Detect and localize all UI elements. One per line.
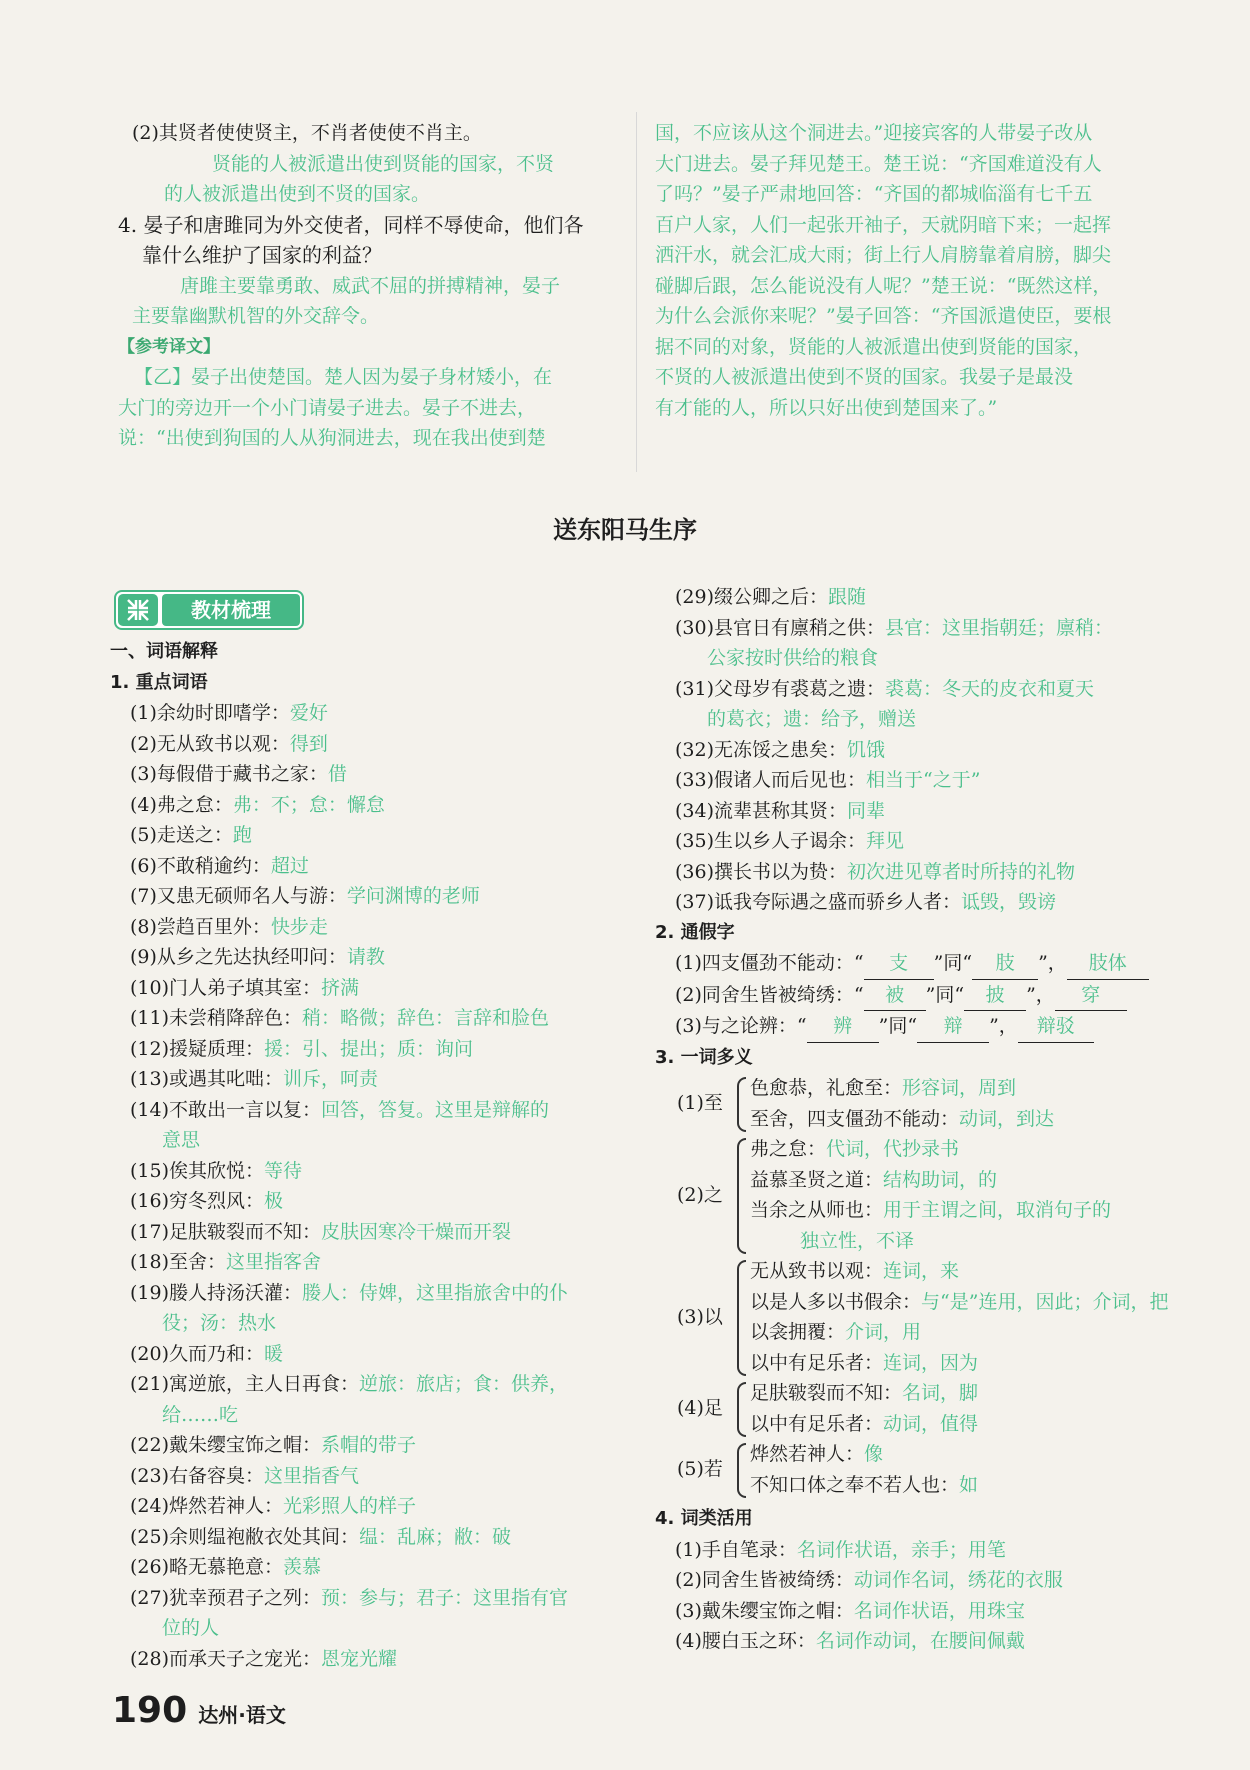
translation-line: 国，不应该从这个洞进去。”迎接宾客的人带晏子改从 <box>655 122 1093 144</box>
q4-question: 4. 晏子和唐雎同为外交使者，同样不辱使命，他们各 <box>118 212 584 237</box>
vocab-answer: 学问渊博的老师 <box>346 885 480 907</box>
vocab-answer: 极 <box>264 1190 284 1212</box>
sub-heading: 2. 通假字 <box>655 921 735 943</box>
polysemy-label: (5)若 <box>677 1458 723 1481</box>
vocab-item <box>655 826 1175 857</box>
vocab-answer-cont: 给……吃 <box>162 1403 239 1426</box>
vocab-item <box>110 851 640 882</box>
vocab-term: (36)撰长书以为贽： <box>675 860 848 883</box>
vocab-item <box>110 1339 640 1370</box>
footer <box>112 1690 286 1731</box>
polysemy-example: 无从致书以观： <box>750 1260 884 1282</box>
vocab-item <box>655 765 1175 796</box>
vocab-answer: 得到 <box>289 732 328 755</box>
q4-answer-line: 唐雎主要靠勇敢、威武不屈的拼搏精神，晏子 <box>180 274 561 297</box>
vocab-term: (34)流辈甚称其贤： <box>675 799 848 822</box>
polysemy-row <box>750 1195 1175 1226</box>
translation-line: 为什么会派你来呢？”晏子回答：“齐国派遣使臣，要根 <box>655 305 1112 327</box>
translation-line: 洒汗水，就会汇成大雨；街上行人肩膀靠着肩膀，脚尖 <box>655 244 1112 266</box>
tongjia-item: (1)四支僵劲不能动：“ 支 ”同“ 肢 ”， 肢体 <box>655 948 1175 980</box>
vocab-answer: 饥饿 <box>847 738 886 761</box>
vocab-answer: 光彩照人的样子 <box>283 1495 417 1517</box>
vocab-answer: 训斥，呵责 <box>283 1068 379 1090</box>
polysemy-meaning: 名词，脚 <box>902 1382 979 1404</box>
vocab-item <box>655 887 1175 918</box>
tongjia-list <box>655 948 1175 1043</box>
sub-heading: 3. 一词多义 <box>655 1046 753 1068</box>
cilei-answer: 动词作名词，绣花的衣服 <box>853 1569 1063 1591</box>
polysemy-meaning: 像 <box>864 1443 884 1465</box>
vocab-item <box>110 729 640 760</box>
vocab-term: (14)不敢出一言以复： <box>130 1098 322 1121</box>
vocab-answer: 等待 <box>264 1159 303 1182</box>
polysemy-row <box>750 1134 1175 1165</box>
vocab-item <box>110 1064 640 1095</box>
cilei-answer: 名词作动词，在腰间佩戴 <box>815 1630 1025 1652</box>
polysemy-label: (4)足 <box>677 1397 723 1420</box>
translation-line: 据不同的对象，贤能的人被派遣出使到贤能的国家， <box>655 335 1093 358</box>
vocab-answer: 预：参与；君子：这里指有官 <box>321 1586 569 1609</box>
polysemy-example: 弗之怠： <box>750 1138 827 1160</box>
polysemy-group <box>655 1134 1175 1256</box>
top-left-column <box>118 118 630 454</box>
polysemy-group <box>655 1073 1175 1134</box>
vocab-item <box>110 1369 640 1400</box>
vocab-term: (12)援疑质理： <box>130 1037 265 1060</box>
book-label: 达州·语文 <box>198 1703 286 1727</box>
polysemy-row <box>750 1165 1175 1196</box>
q2-answer-line: 的人被派遣出使到不贤的国家。 <box>164 183 431 205</box>
polysemy-example: 以中有足乐者： <box>750 1351 884 1374</box>
polysemy-row <box>750 1226 1175 1257</box>
polysemy-example: 不知口体之奉不若人也： <box>750 1473 960 1496</box>
vocab-answer-cont: 公家按时供给的粮食 <box>707 647 879 669</box>
polysemy-meaning: 如 <box>959 1473 979 1496</box>
polysemy-meaning: 用于主谓之间，取消句子的 <box>883 1199 1112 1221</box>
vocab-term: (16)穷冬烈风： <box>130 1190 265 1212</box>
vocab-item <box>110 1003 640 1034</box>
polysemy-row <box>750 1439 1175 1470</box>
vocab-answer: 爱好 <box>289 702 328 724</box>
vocab-item <box>655 674 1175 705</box>
vocab-term: (27)犹幸预君子之列： <box>130 1586 322 1609</box>
vocab-item <box>110 759 640 790</box>
vocab-item <box>110 973 640 1004</box>
vocab-item <box>110 1034 640 1065</box>
vocab-item <box>110 1491 640 1522</box>
translation-line: 说：“出使到狗国的人从狗洞进去，现在我出使到楚 <box>118 427 546 449</box>
vocab-answer: 拜见 <box>866 830 905 852</box>
vocab-answer: 裘葛：冬天的皮衣和夏天 <box>885 677 1095 700</box>
vocab-item <box>110 820 640 851</box>
polysemy-example: 以中有足乐者： <box>750 1412 884 1435</box>
polysemy-label: (3)以 <box>677 1305 723 1328</box>
polysemy-row <box>750 1409 1175 1440</box>
polysemy-row <box>750 1256 1175 1287</box>
polysemy-row <box>750 1287 1175 1318</box>
q4-question: 靠什么维护了国家的利益？ <box>142 243 382 267</box>
vocab-answer: 这里指香气 <box>264 1464 360 1487</box>
top-divider <box>636 112 637 472</box>
vocab-item <box>110 1186 640 1217</box>
cilei-item <box>655 1596 1175 1627</box>
vocab-term: (22)戴朱缨宝饰之帽： <box>130 1434 322 1456</box>
polysemy-meaning: 介词，用 <box>845 1321 922 1343</box>
vocab-answer: 借 <box>327 763 347 785</box>
cilei-item <box>655 1626 1175 1657</box>
vocab-answer: 快步走 <box>270 915 328 938</box>
polysemy-meaning: 动词，值得 <box>883 1412 979 1435</box>
polysemy-example: 足肤皲裂而不知： <box>750 1382 903 1404</box>
vocab-item <box>655 582 1175 613</box>
vocab-answer-cont: 役；汤：热水 <box>162 1312 277 1334</box>
right-column <box>655 582 1175 1657</box>
polysemy-meaning: 结构助词，的 <box>883 1168 998 1191</box>
vocab-term: (33)假诸人而后见也： <box>675 769 867 791</box>
vocab-list <box>655 582 1175 918</box>
cilei-answer: 名词作状语，亲手；用笔 <box>796 1538 1006 1561</box>
vocab-item <box>655 796 1175 827</box>
vocab-term: (31)父母岁有裘葛之遗： <box>675 677 886 700</box>
vocab-answer: 同辈 <box>847 799 886 822</box>
vocab-answer: 媵人：侍婢，这里指旅舍中的仆 <box>302 1281 569 1304</box>
tongjia-item: (3)与之论辨：“ 辨 ”同“ 辩 ”， 辩驳 <box>655 1011 1175 1043</box>
vocab-term: (19)媵人持汤沃灌： <box>130 1281 303 1304</box>
vocab-answer: 挤满 <box>321 976 360 999</box>
cilei-item <box>655 1565 1175 1596</box>
vocab-term: (15)俟其欣悦： <box>130 1159 265 1182</box>
left-column <box>110 637 640 1674</box>
vocab-answer: 恩宠光耀 <box>321 1647 398 1670</box>
q2-sentence: (2)其贤者使使贤主，不肖者使使不肖主。 <box>132 122 482 144</box>
brace-icon <box>737 1138 746 1254</box>
vocab-term: (3)每假借于藏书之家： <box>130 763 328 785</box>
vocab-item <box>110 1583 640 1614</box>
vocab-term: (9)从乡之先达执经叩问： <box>130 946 347 968</box>
vocab-term: (7)又患无硕师名人与游： <box>130 885 347 907</box>
vocab-term: (20)久而乃和： <box>130 1342 265 1365</box>
vocab-term: (11)未尝稍降辞色： <box>130 1007 303 1029</box>
banner-label: 教材梳理 <box>162 594 300 626</box>
translation-line: 不贤的人被派遣出使到不贤的国家。我晏子是最没 <box>655 366 1074 388</box>
vocab-answer: 弗：不；怠：懈怠 <box>232 793 385 816</box>
translation-line: 了吗？”晏子严肃地回答：“齐国的都城临淄有七千五 <box>655 183 1093 205</box>
vocab-term: (23)右备容臭： <box>130 1464 265 1487</box>
vocab-answer: 跑 <box>232 824 252 846</box>
vocab-term: (2)无从致书以观： <box>130 732 290 755</box>
vocab-item <box>110 1461 640 1492</box>
vocab-answer-cont: 意思 <box>162 1129 201 1151</box>
vocab-answer: 初次进见尊者时所持的礼物 <box>847 860 1076 883</box>
top-right-column <box>655 118 1175 423</box>
polysemy-example: 以是人多以书假余： <box>750 1290 922 1313</box>
vocab-term: (4)弗之怠： <box>130 793 233 816</box>
sub-heading: 4. 词类活用 <box>655 1508 753 1529</box>
vocab-term: (13)或遇其叱咄： <box>130 1068 284 1090</box>
brace-icon <box>737 1077 746 1132</box>
vocab-answer-cont: 位的人 <box>162 1617 220 1639</box>
vocab-term: (24)烨然若神人： <box>130 1495 284 1517</box>
section-banner <box>114 590 304 630</box>
vocab-answer: 暖 <box>264 1342 284 1365</box>
vocab-item <box>110 698 640 729</box>
section-heading: 一、词语解释 <box>110 641 218 662</box>
cilei-term: (4)腰白玉之环： <box>675 1630 816 1652</box>
vocab-item <box>110 1430 640 1461</box>
vocab-answer: 相当于“之于” <box>866 769 981 791</box>
polysemy-example: 色愈恭，礼愈至： <box>750 1077 903 1099</box>
translation-line: 大门进去。晏子拜见楚王。楚王说：“齐国难道没有人 <box>655 152 1102 175</box>
vocab-term: (30)县官日有廪稍之供： <box>675 616 886 639</box>
translation-line: 百户人家，人们一起张开袖子，天就阴暗下来；一起挥 <box>655 213 1112 236</box>
vocab-item <box>110 881 640 912</box>
polysemy-label: (2)之 <box>677 1183 723 1206</box>
vocab-answer: 逆旅：旅店；食：供养， <box>359 1373 569 1395</box>
vocab-term: (32)无冻馁之患矣： <box>675 738 848 761</box>
translation-line: 【乙】晏子出使楚国。楚人因为晏子身材矮小，在 <box>134 366 553 388</box>
polysemy-example: 益慕圣贤之道： <box>750 1168 884 1191</box>
vocab-item <box>110 1247 640 1278</box>
vocab-term: (6)不敢稍逾约： <box>130 854 271 877</box>
translation-line: 大门的旁边开一个小门请晏子进去。晏子不进去， <box>118 396 537 419</box>
cilei-term: (1)手自笔录： <box>675 1538 797 1561</box>
vocab-item <box>110 1644 640 1675</box>
polysemy-meaning: 形容词，周到 <box>902 1077 1017 1099</box>
vocab-term: (29)缀公卿之后： <box>675 586 829 608</box>
vocab-term: (17)足肤皲裂而不知： <box>130 1220 322 1243</box>
vocab-answer: 皮肤因寒冷干燥而开裂 <box>321 1220 512 1243</box>
vocab-term: (8)尝趋百里外： <box>130 915 271 938</box>
polysemy-meaning: 独立性，不译 <box>800 1229 915 1252</box>
vocab-item <box>110 1217 640 1248</box>
vocab-answer: 跟随 <box>828 586 867 608</box>
reference-label: 【参考译文】 <box>118 336 220 357</box>
polysemy-meaning: 代词，代抄录书 <box>826 1138 960 1160</box>
brace-icon <box>737 1382 746 1437</box>
polysemy-row <box>750 1470 1175 1501</box>
translation-line: 有才能的人，所以只好出使到楚国来了。” <box>655 396 998 419</box>
vocab-answer: 回答，答复。这里是辩解的 <box>321 1098 550 1121</box>
polysemy-group <box>655 1378 1175 1439</box>
vocab-answer: 诋毁，毁谤 <box>961 891 1057 913</box>
vocab-answer: 请教 <box>346 946 385 968</box>
polysemy-row <box>750 1378 1175 1409</box>
vocab-term: (21)寓逆旅，主人日再食： <box>130 1373 360 1395</box>
tongjia-item: (2)同舍生皆被绮绣：“ 被 ”同“ 披 ”， 穿 <box>655 980 1175 1012</box>
polysemy-example: 以衾拥覆： <box>750 1321 846 1343</box>
cilei-list <box>655 1535 1175 1657</box>
cilei-term: (3)戴朱缨宝饰之帽： <box>675 1599 854 1622</box>
cilei-answer: 名词作状语，用珠宝 <box>853 1599 1025 1622</box>
vocab-item <box>110 1156 640 1187</box>
vocab-item <box>110 1095 640 1126</box>
grid-icon <box>118 594 158 626</box>
vocab-answer: 这里指客舍 <box>226 1251 322 1273</box>
vocab-item <box>655 613 1175 644</box>
polysemy-meaning: 连词，因为 <box>883 1351 979 1374</box>
vocab-term: (25)余则缊袍敝衣处其间： <box>130 1525 360 1548</box>
vocab-answer: 系帽的带子 <box>321 1434 417 1456</box>
polysemy-meaning: 与“是”连用，因此；介词，把 <box>921 1290 1169 1313</box>
polysemy-group <box>655 1256 1175 1378</box>
polysemy-example: 至舍，四支僵劲不能动： <box>750 1107 960 1130</box>
polysemy-meaning: 连词，来 <box>883 1260 960 1282</box>
sub-heading: 1. 重点词语 <box>110 671 208 693</box>
vocab-list <box>110 698 640 1674</box>
page-number: 190 <box>112 1690 188 1731</box>
vocab-term: (28)而承天子之宠光： <box>130 1647 322 1670</box>
vocab-term: (5)走送之： <box>130 824 233 846</box>
vocab-term: (26)略无慕艳意： <box>130 1556 284 1578</box>
vocab-answer: 羡慕 <box>283 1556 322 1578</box>
vocab-item <box>110 1278 640 1309</box>
polysemy-list <box>655 1073 1175 1500</box>
vocab-item <box>110 1552 640 1583</box>
vocab-item <box>110 912 640 943</box>
vocab-term: (37)诋我夸际遇之盛而骄乡人者： <box>675 891 962 913</box>
vocab-item <box>110 1522 640 1553</box>
polysemy-row <box>750 1317 1175 1348</box>
vocab-term: (1)余幼时即嗜学： <box>130 702 290 724</box>
polysemy-rows <box>750 1378 1175 1439</box>
polysemy-rows <box>750 1073 1175 1134</box>
q2-answer-line: 贤能的人被派遣出使到贤能的国家，不贤 <box>212 152 555 175</box>
vocab-answer: 缊：乱麻；敝：破 <box>359 1525 512 1548</box>
vocab-term: (10)门人弟子填其室： <box>130 976 322 999</box>
vocab-item <box>655 857 1175 888</box>
polysemy-row <box>750 1073 1175 1104</box>
lesson-title: 送东阳马生序 <box>553 516 697 544</box>
q4-answer-line: 主要靠幽默机智的外交辞令。 <box>132 305 380 327</box>
polysemy-rows <box>750 1256 1175 1378</box>
vocab-item <box>110 790 640 821</box>
polysemy-example: 当余之从师也： <box>750 1199 884 1221</box>
vocab-term: (18)至舍： <box>130 1251 227 1273</box>
vocab-item <box>655 735 1175 766</box>
brace-icon <box>737 1260 746 1376</box>
polysemy-rows <box>750 1439 1175 1500</box>
vocab-answer: 超过 <box>270 854 309 877</box>
polysemy-group <box>655 1439 1175 1500</box>
vocab-answer-cont: 的葛衣；遗：给予，赠送 <box>707 708 917 730</box>
polysemy-label: (1)至 <box>677 1092 723 1115</box>
vocab-answer: 稍：略微；辞色：言辞和脸色 <box>302 1007 550 1029</box>
polysemy-row <box>750 1348 1175 1379</box>
vocab-item <box>110 942 640 973</box>
translation-line: 碰脚后跟，怎么能说没有人呢？”楚王说：“既然这样， <box>655 274 1112 297</box>
polysemy-rows <box>750 1134 1175 1256</box>
polysemy-meaning: 动词，到达 <box>959 1107 1055 1130</box>
polysemy-row <box>750 1104 1175 1135</box>
vocab-term: (35)生以乡人子谒余： <box>675 830 867 852</box>
cilei-term: (2)同舍生皆被绮绣： <box>675 1569 854 1591</box>
brace-icon <box>737 1443 746 1498</box>
vocab-answer: 援：引、提出；质：询问 <box>264 1037 474 1060</box>
polysemy-example: 烨然若神人： <box>750 1443 865 1465</box>
vocab-answer: 县官：这里指朝廷；廪稍： <box>885 616 1114 639</box>
cilei-item <box>655 1535 1175 1566</box>
